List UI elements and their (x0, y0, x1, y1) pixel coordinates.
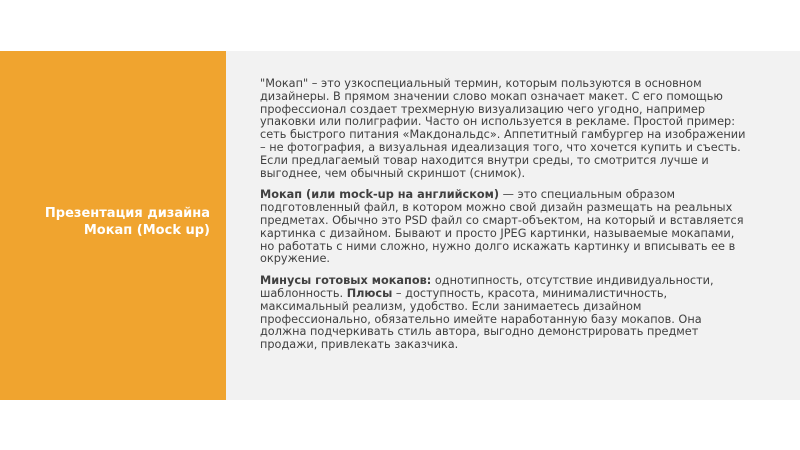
pros-text: – доступность, красота, минималистичность, максимальный реализм, удобство. Если занимаетесь дизайном профессионально, обязательно имейте наработанную базу мокапов. Она должна подчеркивать стиль автора, выгодно демонстрировать предмет продажи, привлекать заказчика. (260, 286, 702, 352)
slide-title: Презентация дизайна Мокап (Mock up) (44, 206, 210, 238)
pros-label: Плюсы (346, 286, 393, 300)
paragraph-pros-cons (260, 275, 748, 352)
paragraph-definition (260, 78, 748, 180)
cons-label: Минусы готовых мокапов: (260, 274, 432, 288)
mockup-term: Мокап (или mock-up на английском) (260, 188, 500, 202)
paragraph-mockup (260, 189, 748, 266)
paragraph-definition-text: "Мокап" – это узкоспециальный термин, которым пользуются в основном дизайнеры. В прямом значении слово мокап означает макет. С его помощью профессионал создает трехмерную визуализацию чего угодно, например упаковки или полиграфии. Часто он используется в рекламе. Простой пример: сеть быстрого питания «Макдональдс». Аппетитный гамбургер на изображении – не фотография, а визуальная идеализация того, что хочется купить и съесть. Если предлагаемый товар находится внутри среды, то смотрится лучше и выгоднее, чем обычный скриншот (снимок). (260, 77, 746, 180)
slide-body (260, 78, 748, 361)
mockup-description: — это специальным образом подготовленный файл, в котором можно свой дизайн размещать на реальных предметах. Обычно это PSD файл со смарт-объектом, на который и вставляется картинка с дизайном. Бывают и просто JPEG картинки, называемые мокапами, но работать с ними сложно, нужно долго искажать картинку и вписывать ее в окружение. (260, 188, 744, 266)
cons-text: однотипность, отсутствие индивидуальности, шаблонность. (260, 274, 714, 300)
